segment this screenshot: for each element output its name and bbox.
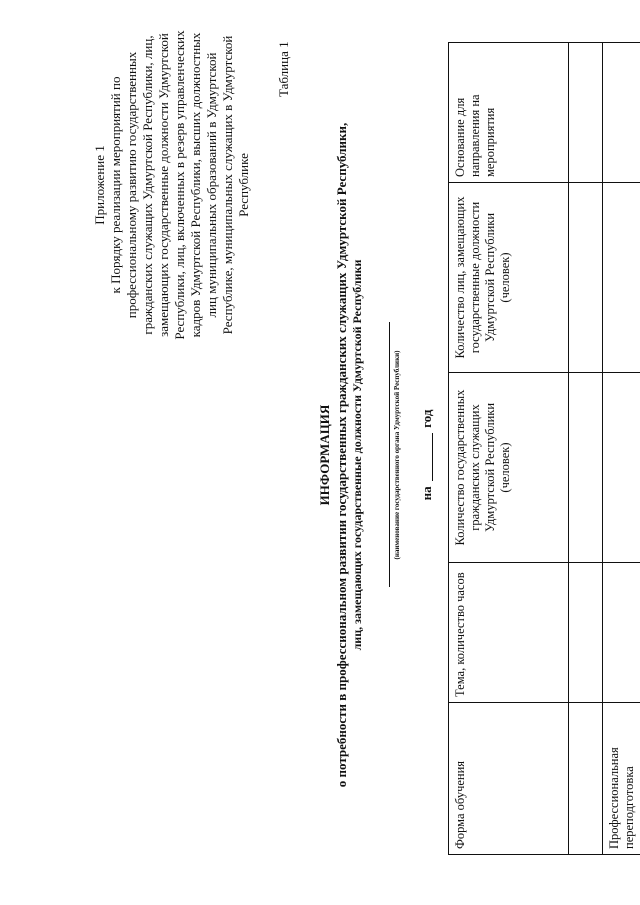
header-civil-servants-count: Количество государственных гражданских служащих Удмуртской Республики (человек)	[449, 373, 569, 563]
header-officials-count: Количество лиц, замещающих государственные должности Удмуртской Республики (человек)	[449, 183, 569, 373]
header-basis: Основание для направления на мероприятия	[449, 43, 569, 183]
document-title-block	[316, 55, 435, 855]
year-prefix: на	[419, 486, 434, 501]
table-header-row	[449, 43, 569, 855]
table-cell	[603, 183, 640, 373]
appendix-text: к Порядку реализации мероприятий по профессиональному развитию государственных гражданских служащих Удмуртской Республики, лиц, замещающих государственные должности Удмуртской Республики, лиц, включенных в резерв управленческих кадров Удмуртской Республики, высших должностных лиц муниципальных образований в Удмуртской Республике, муниципальных служащих в Удмуртской Республике	[108, 30, 251, 340]
table-cell	[569, 373, 603, 563]
table-row	[569, 43, 603, 855]
table-cell	[603, 43, 640, 183]
year-line	[419, 55, 435, 855]
document-heading: ИНФОРМАЦИЯ	[317, 404, 332, 506]
table-cell	[569, 43, 603, 183]
year-blank	[420, 433, 433, 481]
table-cell	[603, 563, 640, 703]
table-row	[603, 43, 640, 855]
organ-name-caption: (наименование государственного органа Удмуртской Республики)	[393, 350, 401, 560]
table-cell	[569, 183, 603, 373]
needs-table	[448, 42, 640, 855]
header-topic-hours: Тема, количество часов	[449, 563, 569, 703]
header-form-of-training: Форма обучения	[449, 703, 569, 855]
document-subheading-line-2: лиц, замещающих государственные должности Удмуртской Республики	[350, 259, 364, 651]
document-subheading-line-1: о потребности в профессиональном развитии государственных гражданских служащих Удмуртской Республики,	[334, 122, 349, 788]
table-number-label: Таблица 1	[276, 41, 291, 97]
table-cell: Профессиональная переподготовка	[603, 703, 640, 855]
table-cell	[603, 373, 640, 563]
table-cell	[569, 703, 603, 855]
appendix-note	[92, 25, 252, 345]
table-cell	[569, 563, 603, 703]
appendix-title: Приложение 1	[92, 145, 107, 225]
year-suffix: год	[419, 409, 434, 428]
organ-name-blank-line	[379, 323, 390, 588]
